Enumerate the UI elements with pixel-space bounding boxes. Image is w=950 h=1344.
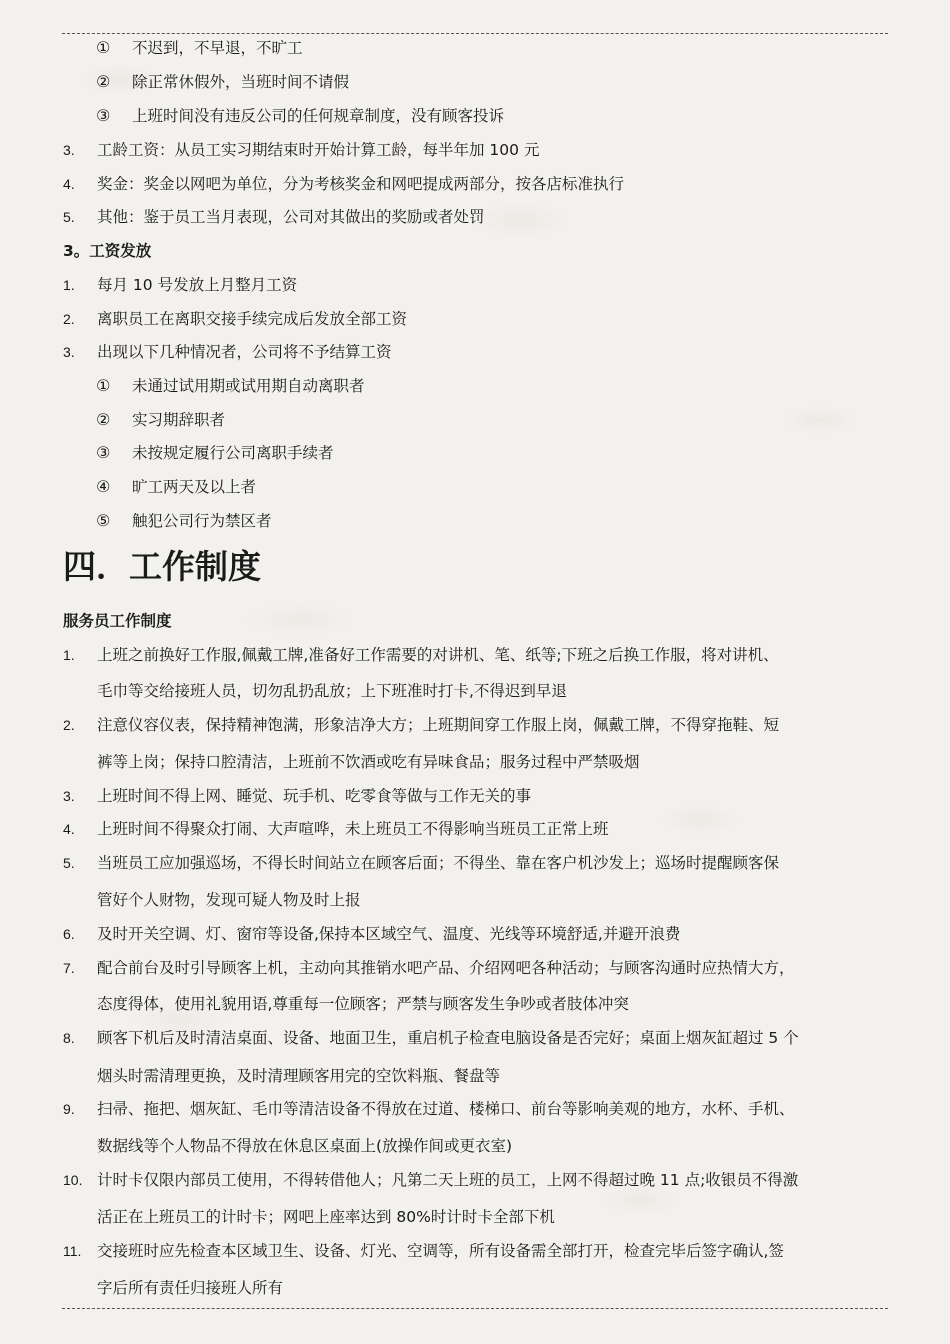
rule-number: 5.: [63, 855, 75, 871]
sub-item-text: 不迟到，不早退，不旷工: [132, 39, 303, 57]
top-dashed-border: [62, 33, 888, 34]
sub-item-marker: ③: [96, 106, 111, 125]
salary-heading: 3。工资发放: [63, 242, 152, 260]
item-text: 工龄工资：从员工实习期结束时开始计算工龄，每半年加 100 元: [97, 141, 540, 159]
item-text: 离职员工在离职交接手续完成后发放全部工资: [97, 310, 408, 328]
sub-item-marker: ②: [96, 410, 111, 429]
sub-item-text: 实习期辞职者: [132, 411, 226, 429]
rule-number: 1.: [63, 647, 75, 663]
rule-number: 4.: [63, 821, 75, 837]
item-text: 每月 10 号发放上月整月工资: [97, 276, 298, 294]
rule-text-continued: 活正在上班员工的计时卡；网吧上座率达到 80%时计时卡全部下机: [97, 1208, 555, 1226]
sub-item-text: 未按规定履行公司离职手续者: [132, 444, 334, 462]
rule-text: 上班时间不得聚众打闹、大声喧哗，未上班员工不得影响当班员工正常上班: [97, 820, 609, 838]
rule-text: 上班之前换好工作服,佩戴工牌,准备好工作需要的对讲机、笔、纸等;下班之后换工作服，将对讲机、: [97, 646, 779, 664]
rule-text-continued: 毛巾等交给接班人员，切勿乱扔乱放；上下班准时打卡,不得迟到早退: [97, 682, 567, 700]
sub-item-text: 除正常休假外，当班时间不请假: [132, 73, 350, 91]
bottom-dashed-border: [62, 1308, 888, 1309]
rule-text: 及时开关空调、灯、窗帘等设备,保持本区域空气、温度、光线等环境舒适,并避开浪费: [97, 925, 681, 943]
section-title: 四．工作制度: [63, 547, 261, 586]
rule-text: 当班员工应加强巡场，不得长时间站立在顾客后面；不得坐、靠在客户机沙发上；巡场时提醒顾客保: [97, 854, 780, 872]
item-text: 出现以下几种情况者，公司将不予结算工资: [97, 343, 392, 361]
item-number: 2.: [63, 311, 75, 327]
rule-text-continued: 字后所有责任归接班人所有: [97, 1279, 284, 1297]
sub-item-marker: ④: [96, 477, 111, 496]
rule-text-continued: 数据线等个人物品不得放在休息区桌面上(放操作间或更衣室): [97, 1137, 513, 1155]
item-text: 奖金：奖金以网吧为单位，分为考核奖金和网吧提成两部分，按各店标准执行: [97, 175, 625, 193]
rule-text: 计时卡仅限内部员工使用，不得转借他人；凡第二天上班的员工，上网不得超过晚 11 点;收银员不得激: [97, 1171, 799, 1189]
sub-item-text: 旷工两天及以上者: [132, 478, 257, 496]
sub-item-text: 上班时间没有违反公司的任何规章制度，没有顾客投诉: [132, 107, 505, 125]
rule-number: 6.: [63, 926, 75, 942]
rule-text-continued: 管好个人财物，发现可疑人物及时上报: [97, 891, 361, 909]
rule-text: 扫帚、拖把、烟灰缸、毛巾等清洁设备不得放在过道、楼梯口、前台等影响美观的地方，水杯、手机、: [97, 1100, 795, 1118]
rule-number: 10.: [63, 1172, 83, 1188]
sub-item-marker: ③: [96, 443, 111, 462]
rule-text: 注意仪容仪表，保持精神饱满，形象洁净大方；上班期间穿工作服上岗，佩戴工牌，不得穿拖鞋、短: [97, 716, 780, 734]
sub-item-marker: ①: [96, 376, 111, 395]
sub-item-text: 触犯公司行为禁区者: [132, 512, 272, 530]
item-number: 3.: [63, 344, 75, 360]
rule-text-continued: 烟头时需清理更换，及时清理顾客用完的空饮料瓶、餐盘等: [97, 1067, 501, 1085]
rule-text: 配合前台及时引导顾客上机，主动向其推销水吧产品、介绍网吧各种活动；与顾客沟通时应热情大方，: [97, 959, 795, 977]
sub-item-marker: ⑤: [96, 511, 111, 530]
rule-text-continued: 态度得体，使用礼貌用语,尊重每一位顾客；严禁与顾客发生争吵或者肢体冲突: [97, 995, 629, 1013]
sub-item-marker: ①: [96, 38, 111, 57]
rule-text: 交接班时应先检查本区域卫生、设备、灯光、空调等，所有设备需全部打开，检查完毕后签字确认,签: [97, 1242, 784, 1260]
item-text: 其他：鉴于员工当月表现，公司对其做出的奖励或者处罚: [97, 208, 485, 226]
rule-text-continued: 裤等上岗；保持口腔清洁，上班前不饮酒或吃有异味食品；服务过程中严禁吸烟: [97, 753, 640, 771]
sub-item-marker: ②: [96, 72, 111, 91]
rule-number: 2.: [63, 717, 75, 733]
rule-number: 11.: [63, 1243, 82, 1259]
item-number: 4.: [63, 176, 75, 192]
subsection-title: 服务员工作制度: [63, 612, 172, 630]
rule-number: 8.: [63, 1030, 75, 1046]
sub-item-text: 未通过试用期或试用期自动离职者: [132, 377, 365, 395]
item-number: 5.: [63, 209, 75, 225]
item-number: 1.: [63, 277, 75, 293]
rule-text: 上班时间不得上网、睡觉、玩手机、吃零食等做与工作无关的事: [97, 787, 532, 805]
item-number: 3.: [63, 142, 75, 158]
rule-text: 顾客下机后及时清洁桌面、设备、地面卫生，重启机子检查电脑设备是否完好；桌面上烟灰缸超过 5 个: [97, 1029, 799, 1047]
rule-number: 3.: [63, 788, 75, 804]
rule-number: 7.: [63, 960, 75, 976]
rule-number: 9.: [63, 1101, 75, 1117]
